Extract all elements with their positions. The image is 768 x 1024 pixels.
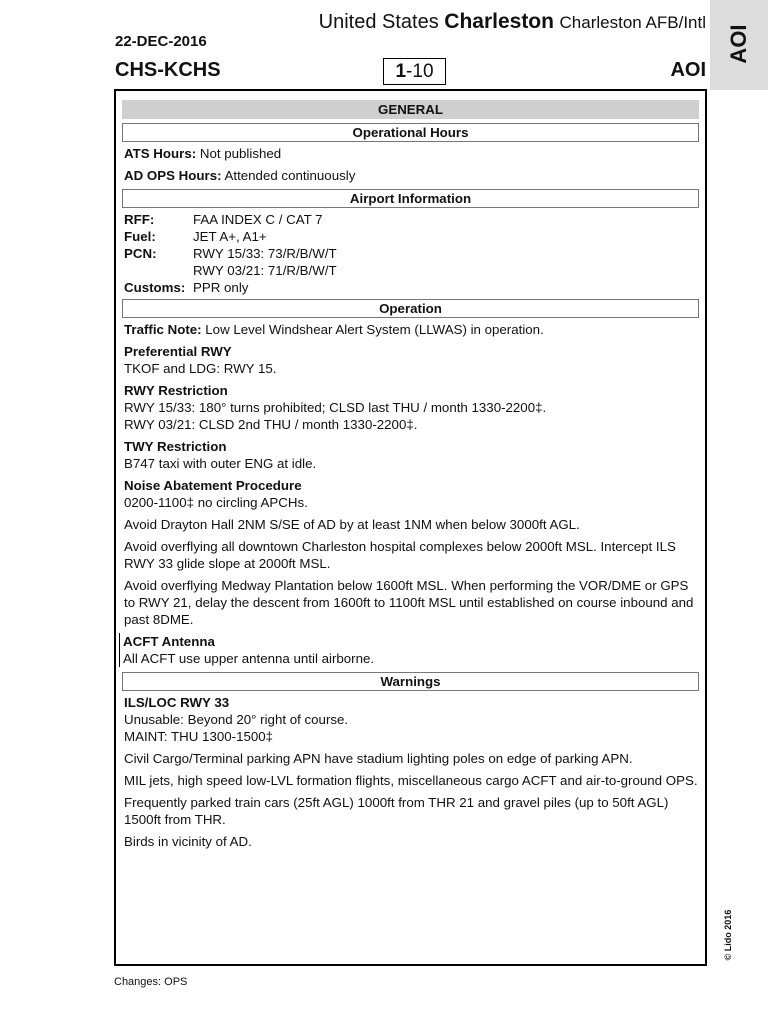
copyright: © Lido 2016 (723, 909, 733, 961)
rwy-restriction-title: RWY Restriction (124, 383, 228, 398)
fuel-value: JET A+, A1+ (193, 229, 267, 244)
warnings-header: Warnings (122, 672, 699, 691)
content-frame (114, 89, 707, 966)
rwy-restriction-line-2: RWY 03/21: CLSD 2nd THU / month 1330-2200‡. (124, 417, 418, 432)
airport-ident: CHS-KCHS (115, 59, 221, 81)
section-tab[interactable] (710, 0, 768, 90)
chart-date: 22-DEC-2016 (115, 33, 207, 50)
rff-value: FAA INDEX C / CAT 7 (193, 212, 323, 227)
preferential-rwy-text: TKOF and LDG: RWY 15. (124, 361, 277, 376)
twy-restriction-title: TWY Restriction (124, 439, 227, 454)
ils-loc-line-1: Unusable: Beyond 20° right of course. (124, 712, 349, 727)
noise-abatement-title: Noise Abatement Procedure (124, 478, 302, 493)
warning-lighting-poles: Civil Cargo/Terminal parking APN have stadium lighting poles on edge of parking APN. (124, 751, 633, 766)
acft-antenna-title: ACFT Antenna (123, 634, 215, 649)
fuel-row (124, 228, 699, 245)
ad-ops-hours-value: Attended continuously (224, 168, 356, 183)
pcn-value (193, 245, 337, 279)
airport-information-header: Airport Information (122, 189, 699, 208)
rwy-restriction (124, 382, 699, 433)
pcn-row (124, 245, 699, 279)
ad-ops-hours-label: AD OPS Hours: (124, 168, 222, 183)
traffic-note-label: Traffic Note: (124, 322, 202, 337)
warning-train-cars: Frequently parked train cars (25ft AGL) 1000ft from THR 21 and gravel piles (up to 50ft AGL) 1500ft from THR. (124, 795, 669, 827)
country-name: United States (318, 11, 439, 33)
rwy-restriction-line-1: RWY 15/33: 180° turns prohibited; CLSD last THU / month 1330-2200‡. (124, 400, 547, 415)
noise-abatement-line-1: 0200-1100‡ no circling APCHs. (124, 495, 308, 510)
page-number-suffix: -10 (406, 61, 434, 82)
fuel-label: Fuel: (124, 229, 156, 244)
page-chapter: 1 (395, 61, 407, 82)
acft-antenna (119, 633, 699, 667)
traffic-note-value: Low Level Windshear Alert System (LLWAS) in operation. (205, 322, 544, 337)
ad-ops-hours (124, 167, 699, 184)
warning-mil-jets: MIL jets, high speed low-LVL formation flights, miscellaneous cargo ACFT and air-to-ground OPS. (124, 773, 698, 788)
traffic-note (124, 321, 699, 338)
warning-birds: Birds in vicinity of AD. (124, 834, 252, 849)
noise-abatement-medway: Avoid overflying Medway Plantation below 1600ft MSL. When performing the VOR/DME or GPS to RWY 21, delay the descent from 1600ft to 1100ft MSL until established on course inbound and past 8DME. (124, 578, 694, 627)
customs-row (124, 279, 699, 296)
operational-hours-header: Operational Hours (122, 123, 699, 142)
section-tab-label: AOI (726, 24, 751, 64)
preferential-rwy (124, 343, 699, 377)
rff-label: RFF: (124, 212, 155, 227)
airport-name: Charleston AFB/Intl (559, 13, 706, 32)
twy-restriction (124, 438, 699, 472)
pcn-value-1: RWY 15/33: 73/R/B/W/T (193, 246, 337, 261)
location-title (319, 10, 706, 34)
ats-hours-label: ATS Hours: (124, 146, 197, 161)
ats-hours (124, 145, 699, 162)
pcn-value-2: RWY 03/21: 71/R/B/W/T (193, 263, 337, 278)
customs-label: Customs: (124, 280, 186, 295)
ils-loc-line-2: MAINT: THU 1300-1500‡ (124, 729, 274, 744)
preferential-rwy-title: Preferential RWY (124, 344, 232, 359)
city-name: Charleston (444, 10, 554, 33)
ats-hours-value: Not published (199, 146, 282, 161)
ils-loc-warning (124, 694, 699, 745)
twy-restriction-text: B747 taxi with outer ENG at idle. (124, 456, 317, 471)
ils-loc-title: ILS/LOC RWY 33 (124, 695, 230, 710)
section-code: AOI (670, 59, 706, 81)
operation-header: Operation (122, 299, 699, 318)
acft-antenna-text: All ACFT use upper antenna until airborne. (123, 651, 375, 666)
noise-abatement-hospitals: Avoid overflying all downtown Charleston hospital complexes below 2000ft MSL. Intercept ILS RWY 33 glide slope at 2000ft MSL. (124, 539, 676, 571)
noise-abatement (124, 477, 699, 511)
noise-abatement-drayton: Avoid Drayton Hall 2NM S/SE of AD by at least 1NM when below 3000ft AGL. (124, 517, 580, 532)
rff-row (124, 211, 699, 228)
page-number (383, 58, 446, 85)
changes-note: Changes: OPS (114, 976, 188, 988)
general-header: GENERAL (122, 100, 699, 119)
pcn-label: PCN: (124, 246, 157, 261)
customs-value: PPR only (193, 280, 249, 295)
